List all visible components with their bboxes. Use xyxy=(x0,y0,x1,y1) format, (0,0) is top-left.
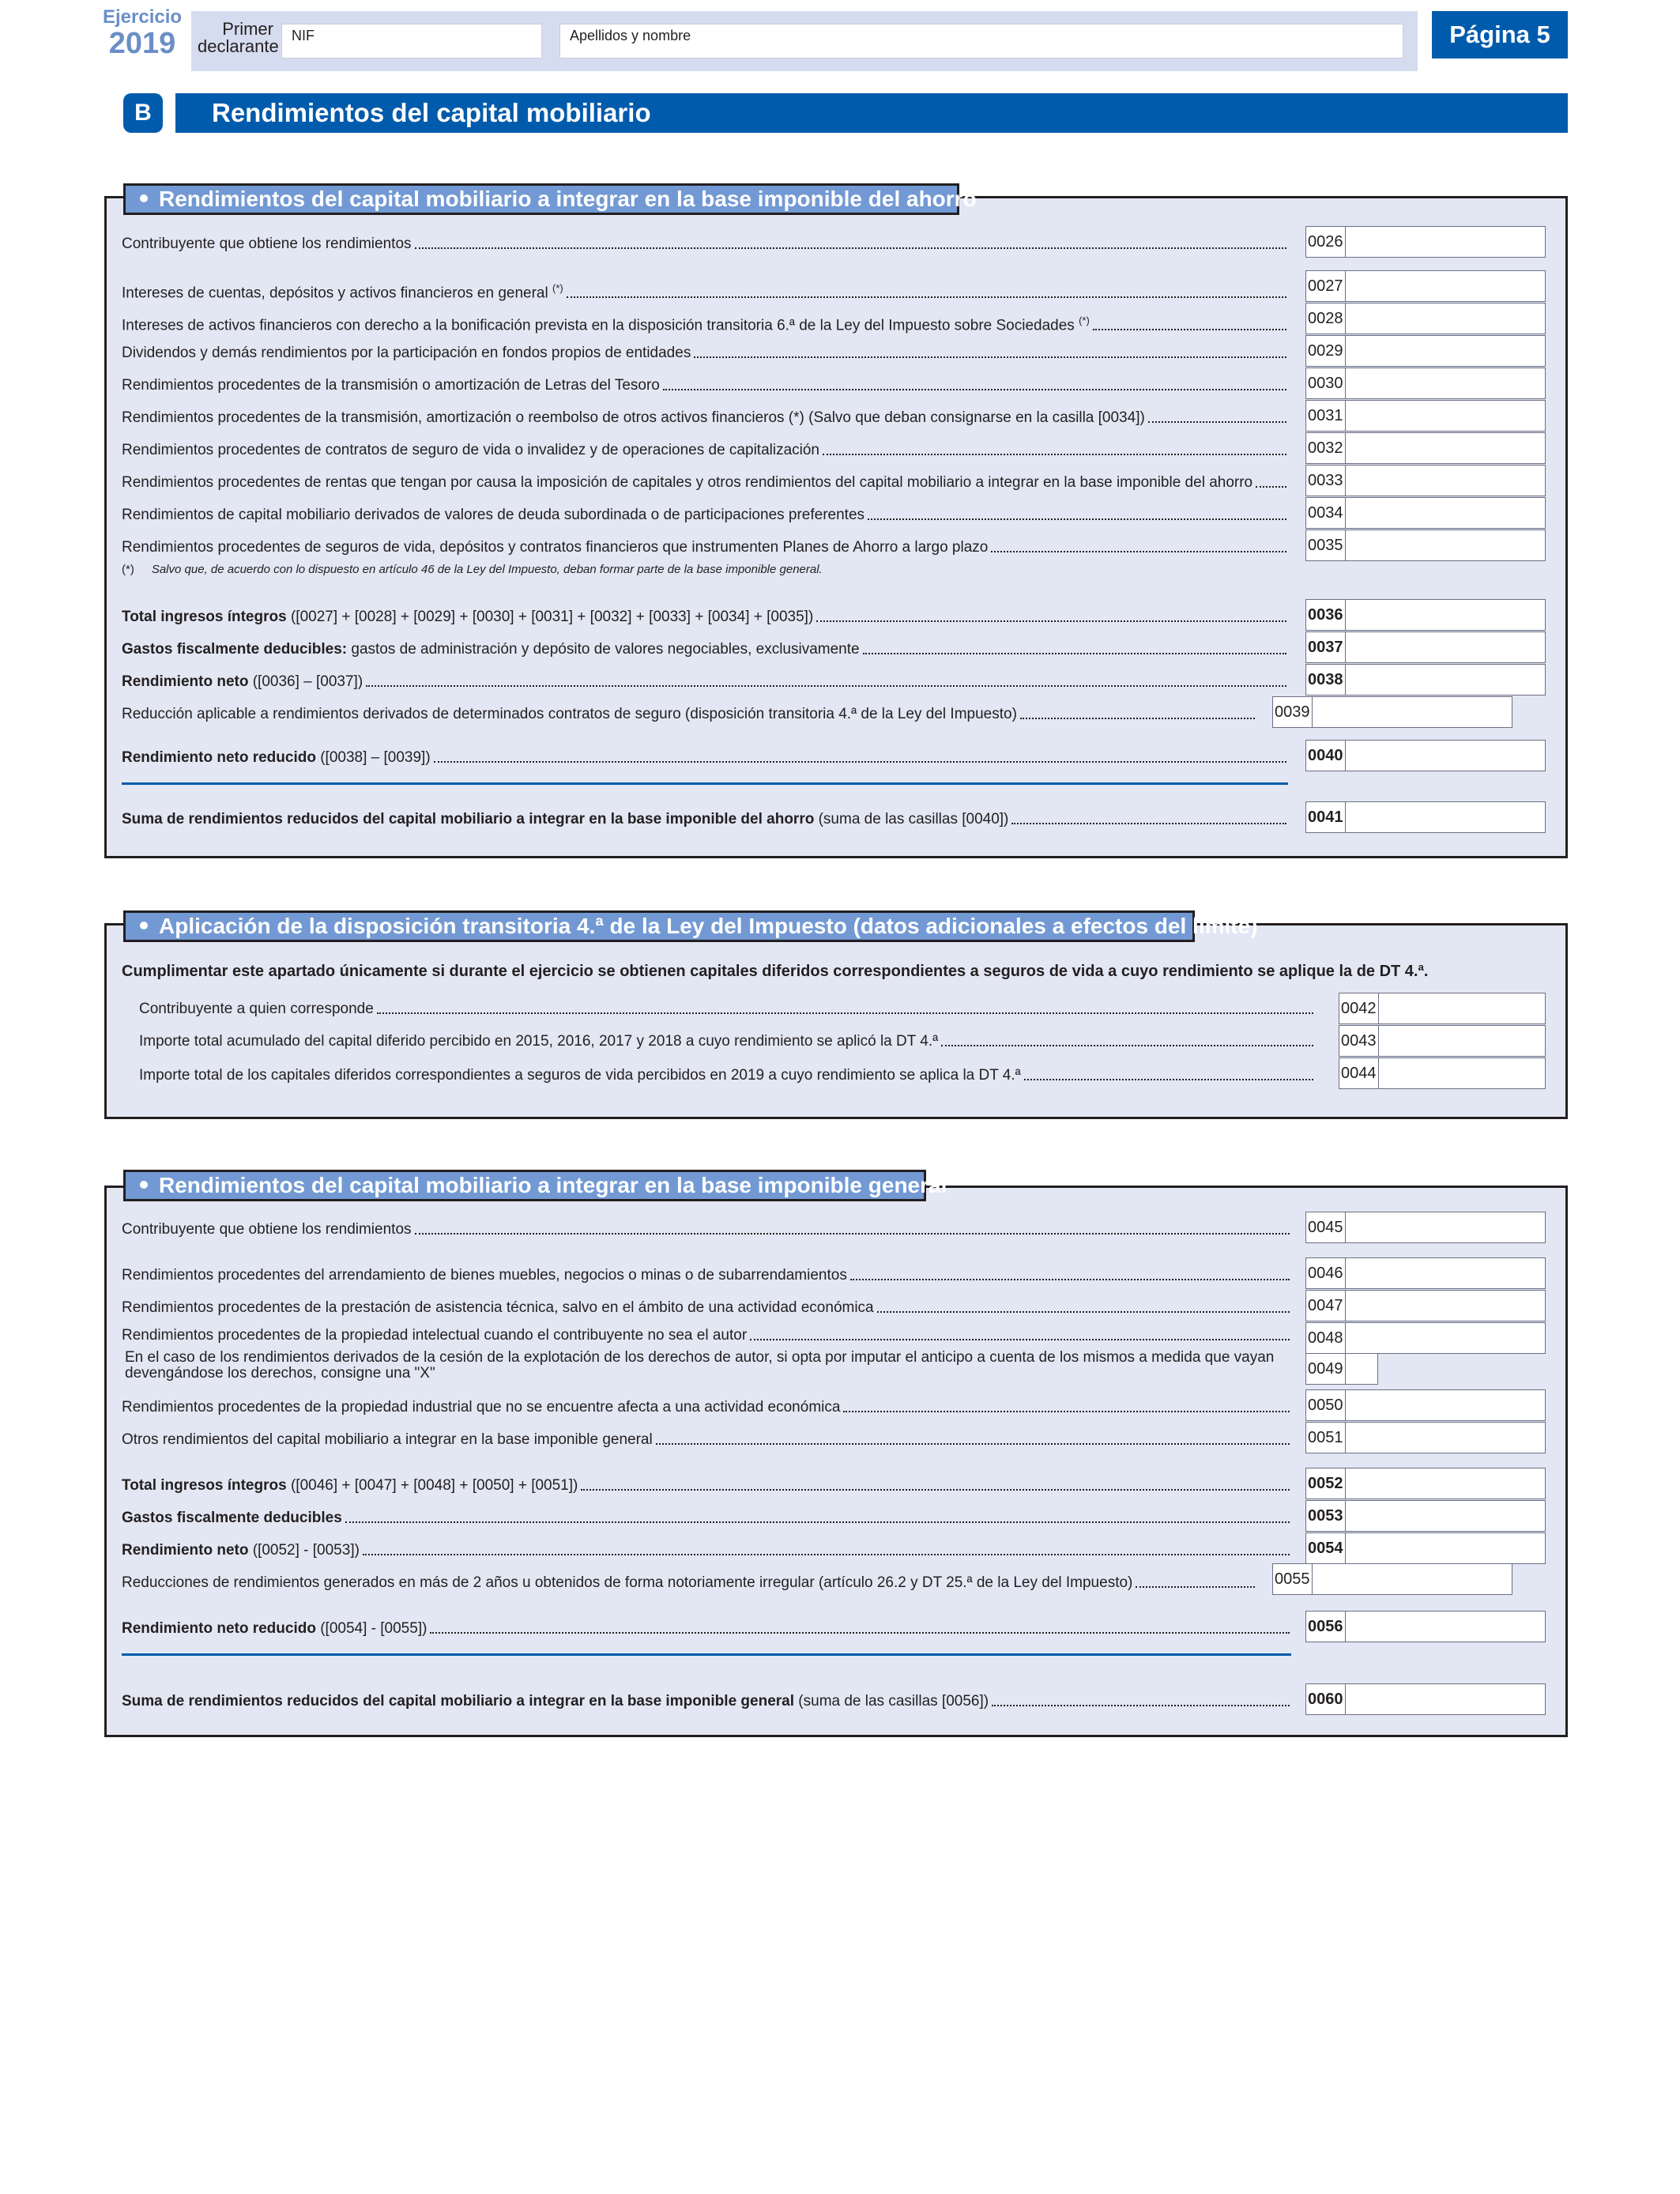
box-0033[interactable] xyxy=(1305,465,1546,496)
box-value[interactable] xyxy=(1346,271,1546,301)
row-label: En el caso de los rendimientos derivados de la cesión de la explotación de los derechos de autor, si opta por imputar el anticipo a cuenta de los mismos a medida que vayan devengándose los derechos, consigne una "X" xyxy=(125,1350,1275,1382)
row-label: Rendimientos procedentes de la propiedad industrial que no se encuentre afecta a una actividad económica xyxy=(122,1399,841,1416)
box-0053[interactable] xyxy=(1305,1500,1546,1532)
box-0032[interactable] xyxy=(1305,432,1546,464)
box-0035[interactable] xyxy=(1305,530,1546,561)
box-0056[interactable] xyxy=(1305,1611,1546,1642)
row-label: Reducciones de rendimientos generados en más de 2 años u obtenidos de forma notoriamente irregular (artículo 26.2 y DT 25.ª de la Ley del Impuesto) xyxy=(122,1574,1133,1591)
box-value[interactable] xyxy=(1346,303,1546,334)
row-0052 xyxy=(122,1477,1291,1495)
row-label: Intereses de activos financieros con derecho a la bonificación prevista en la disposición transitoria 6.ª de la Ley del Impuesto sobre Sociedades (*) xyxy=(122,315,1090,334)
row-0046 xyxy=(122,1267,1291,1284)
box-value[interactable] xyxy=(1346,665,1546,695)
row-label: Rendimientos procedentes de la propiedad intelectual cuando el contribuyente no sea el autor xyxy=(122,1327,748,1344)
box-value[interactable] xyxy=(1379,1026,1546,1056)
box-value[interactable] xyxy=(1346,1501,1546,1531)
row-0034 xyxy=(122,507,1288,524)
nif-label: NIF xyxy=(292,28,315,43)
panel-dt4-instruction: Cumplimentar este apartado únicamente si durante el ejercicio se obtienen capitales diferidos correspondientes a seguros de vida a cuyo rendimiento se aplique la de DT 4.ª. xyxy=(122,963,1429,980)
row-0051 xyxy=(122,1431,1291,1449)
section-badge: B xyxy=(123,93,163,133)
box-code: 0048 xyxy=(1306,1323,1346,1353)
row-label: Rendimientos procedentes de la prestación de asistencia técnica, salvo en el ámbito de una actividad económica xyxy=(122,1299,874,1316)
box-value[interactable] xyxy=(1346,227,1546,257)
panel-general-title-text: Rendimientos del capital mobiliario a integrar en la base imponible general xyxy=(159,1173,947,1197)
box-value[interactable] xyxy=(1346,632,1546,662)
box-0029[interactable] xyxy=(1305,335,1546,367)
box-value[interactable] xyxy=(1346,530,1546,560)
row-label: Contribuyente a quien corresponde xyxy=(139,1001,374,1017)
box-value[interactable] xyxy=(1313,697,1512,727)
row-label: Rendimientos de capital mobiliario derivados de valores de deuda subordinada o de participaciones preferentes xyxy=(122,507,865,523)
row-label: Rendimiento neto reducido ([0054] - [0055]) xyxy=(122,1620,428,1637)
box-0049[interactable] xyxy=(1305,1353,1378,1385)
box-value[interactable] xyxy=(1346,1684,1546,1714)
row-label: Suma de rendimientos reducidos del capital mobiliario a integrar en la base imponible general (suma de las casillas [0056]) xyxy=(122,1693,989,1710)
divider xyxy=(122,782,1288,785)
box-0055[interactable] xyxy=(1272,1563,1512,1595)
box-code: 0043 xyxy=(1339,1026,1379,1056)
box-value[interactable] xyxy=(1346,1258,1546,1288)
box-0040[interactable] xyxy=(1305,740,1546,771)
row-label: Otros rendimientos del capital mobiliario a integrar en la base imponible general xyxy=(122,1431,653,1448)
box-0026[interactable] xyxy=(1305,226,1546,258)
box-code: 0054 xyxy=(1306,1533,1346,1563)
row-0055 xyxy=(122,1574,1256,1592)
box-value[interactable] xyxy=(1346,1468,1546,1498)
row-label: Rendimientos procedentes de la transmisión o amortización de Letras del Tesoro xyxy=(122,377,660,394)
divider xyxy=(122,1653,1291,1656)
box-code: 0039 xyxy=(1273,697,1313,727)
box-code: 0056 xyxy=(1306,1612,1346,1642)
row-0038 xyxy=(122,673,1288,691)
box-code: 0040 xyxy=(1306,741,1346,771)
box-value[interactable] xyxy=(1346,401,1546,431)
row-label: Rendimientos procedentes de la transmisión, amortización o reembolso de otros activos financieros (*) (Salvo que deban consignarse en la casilla [0034]) xyxy=(122,409,1145,426)
row-0028 xyxy=(122,312,1288,334)
box-0042[interactable] xyxy=(1339,993,1546,1024)
box-code: 0044 xyxy=(1339,1058,1379,1088)
row-0041 xyxy=(122,811,1288,828)
row-0032 xyxy=(122,442,1288,459)
box-0052[interactable] xyxy=(1305,1468,1546,1499)
box-code: 0050 xyxy=(1306,1390,1346,1420)
apellidos-label: Apellidos y nombre xyxy=(570,28,691,43)
box-code: 0029 xyxy=(1306,336,1346,366)
row-label: Rendimientos procedentes de contratos de seguro de vida o invalidez y de operaciones de capitalización xyxy=(122,442,819,458)
row-label: Contribuyente que obtiene los rendimientos xyxy=(122,1221,412,1238)
box-code: 0042 xyxy=(1339,993,1379,1023)
row-0030 xyxy=(122,377,1288,394)
box-0030[interactable] xyxy=(1305,368,1546,399)
box-code: 0038 xyxy=(1306,665,1346,695)
bullet-icon xyxy=(140,1181,148,1189)
box-value[interactable] xyxy=(1379,993,1546,1023)
row-0045 xyxy=(122,1221,1291,1238)
row-label: Importe total de los capitales diferidos correspondientes a seguros de vida percibidos en 2019 a cuyo rendimiento se aplica la DT 4.ª xyxy=(139,1067,1021,1084)
box-0031[interactable] xyxy=(1305,400,1546,432)
box-0038[interactable] xyxy=(1305,664,1546,696)
row-label: Rendimientos procedentes de seguros de vida, depósitos y contratos financieros que instrumenten Planes de Ahorro a largo plazo xyxy=(122,539,989,556)
box-code: 0060 xyxy=(1306,1684,1346,1714)
row-0040 xyxy=(122,749,1288,767)
footnote: (*) Salvo que, de acuerdo con lo dispuesto en artículo 46 de la Ley del Impuesto, deban formar parte de la base imponible general. xyxy=(122,563,823,576)
box-0039[interactable] xyxy=(1272,696,1512,728)
box-code: 0051 xyxy=(1306,1423,1346,1453)
box-code: 0045 xyxy=(1306,1212,1346,1242)
box-value[interactable] xyxy=(1346,1323,1546,1353)
box-code: 0032 xyxy=(1306,433,1346,463)
box-code: 0028 xyxy=(1306,303,1346,334)
box-code: 0041 xyxy=(1306,802,1346,832)
box-code: 0055 xyxy=(1273,1564,1313,1594)
box-code: 0027 xyxy=(1306,271,1346,301)
row-label: Rendimiento neto reducido ([0038] – [0039]) xyxy=(122,749,431,766)
bullet-icon xyxy=(140,194,148,202)
box-0048[interactable] xyxy=(1305,1322,1546,1354)
box-value[interactable] xyxy=(1379,1058,1546,1088)
box-code: 0047 xyxy=(1306,1291,1346,1321)
ejercicio-year: 2019 xyxy=(108,27,176,60)
row-0053 xyxy=(122,1510,1291,1527)
row-label: Rendimientos procedentes del arrendamiento de bienes muebles, negocios o minas o de subarrendamientos xyxy=(122,1267,847,1284)
box-value[interactable] xyxy=(1313,1564,1512,1594)
ejercicio-label: Ejercicio xyxy=(103,6,183,28)
box-0060[interactable] xyxy=(1305,1683,1546,1715)
panel-ahorro-title xyxy=(123,183,977,215)
box-0045[interactable] xyxy=(1305,1212,1546,1243)
box-0044[interactable] xyxy=(1339,1057,1546,1089)
box-value[interactable] xyxy=(1346,802,1546,832)
box-0047[interactable] xyxy=(1305,1290,1546,1321)
box-value[interactable] xyxy=(1346,600,1546,630)
box-0046[interactable] xyxy=(1305,1257,1546,1289)
row-0048 xyxy=(122,1327,1291,1344)
row-label: Dividendos y demás rendimientos por la participación en fondos propios de entidades xyxy=(122,345,691,361)
box-code: 0036 xyxy=(1306,600,1346,630)
row-label: Intereses de cuentas, depósitos y activos financieros en general (*) xyxy=(122,282,563,302)
box-value[interactable] xyxy=(1346,336,1546,366)
box-0037[interactable] xyxy=(1305,631,1546,663)
row-label: Rendimiento neto ([0036] – [0037]) xyxy=(122,673,363,690)
row-0031 xyxy=(122,409,1288,427)
primer-declarante-label: Primer declarante xyxy=(198,19,279,56)
box-value[interactable] xyxy=(1346,1423,1546,1453)
box-0027[interactable] xyxy=(1305,270,1546,302)
row-0033 xyxy=(122,474,1288,492)
box-code: 0037 xyxy=(1306,632,1346,662)
box-value[interactable] xyxy=(1346,498,1546,528)
row-label: Contribuyente que obtiene los rendimientos xyxy=(122,236,412,252)
box-code: 0046 xyxy=(1306,1258,1346,1288)
row-0042 xyxy=(139,1001,1315,1018)
panel-dt4-title xyxy=(123,910,1258,942)
row-label: Total ingresos íntegros ([0027] + [0028] + [0029] + [0030] + [0031] + [0032] + [0033] + [0034] + [0035]) xyxy=(122,609,814,625)
box-code: 0031 xyxy=(1306,401,1346,431)
box-0028[interactable] xyxy=(1305,303,1546,334)
box-value[interactable] xyxy=(1346,1354,1378,1384)
box-code: 0049 xyxy=(1306,1354,1346,1384)
box-code: 0034 xyxy=(1306,498,1346,528)
row-0044 xyxy=(139,1067,1315,1084)
panel-ahorro-title-text: Rendimientos del capital mobiliario a integrar en la base imponible del ahorro xyxy=(159,187,977,211)
row-label: Total ingresos íntegros ([0046] + [0047] + [0048] + [0050] + [0051]) xyxy=(122,1477,578,1494)
apellidos-field[interactable] xyxy=(559,24,1403,58)
box-value[interactable] xyxy=(1346,741,1546,771)
row-0026 xyxy=(122,236,1288,253)
box-code: 0053 xyxy=(1306,1501,1346,1531)
row-label: Gastos fiscalmente deducibles xyxy=(122,1510,342,1526)
box-0043[interactable] xyxy=(1339,1025,1546,1057)
row-0036 xyxy=(122,609,1288,626)
box-0050[interactable] xyxy=(1305,1389,1546,1421)
row-label: Rendimiento neto ([0052] - [0053]) xyxy=(122,1542,360,1559)
panel-general-title xyxy=(123,1170,947,1201)
row-0037 xyxy=(122,641,1288,658)
page-number: Página 5 xyxy=(1432,11,1568,58)
row-label: Suma de rendimientos reducidos del capital mobiliario a integrar en la base imponible del ahorro (suma de las casillas [0040]) xyxy=(122,811,1009,827)
box-0051[interactable] xyxy=(1305,1422,1546,1453)
row-label: Rendimientos procedentes de rentas que tengan por causa la imposición de capitales y otros rendimientos del capital mobiliario a integrar en la base imponible del ahorro xyxy=(122,474,1253,491)
row-0039 xyxy=(122,706,1256,723)
box-0036[interactable] xyxy=(1305,599,1546,631)
row-0047 xyxy=(122,1299,1291,1317)
row-0056 xyxy=(122,1620,1291,1638)
box-value[interactable] xyxy=(1346,433,1546,463)
section-title: Rendimientos del capital mobiliario xyxy=(175,93,1568,133)
box-value[interactable] xyxy=(1346,1291,1546,1321)
box-code: 0026 xyxy=(1306,227,1346,257)
row-label: Importe total acumulado del capital diferido percibido en 2015, 2016, 2017 y 2018 a cuyo rendimiento se aplicó la DT 4.ª xyxy=(139,1033,939,1050)
box-value[interactable] xyxy=(1346,466,1546,496)
row-0029 xyxy=(122,345,1288,362)
box-value[interactable] xyxy=(1346,368,1546,398)
row-0043 xyxy=(139,1033,1315,1050)
box-code: 0033 xyxy=(1306,466,1346,496)
row-label: Reducción aplicable a rendimientos derivados de determinados contratos de seguro (disposición transitoria 4.ª de la Ley del Impuesto) xyxy=(122,706,1017,722)
row-0035 xyxy=(122,539,1288,556)
box-0054[interactable] xyxy=(1305,1532,1546,1564)
box-value[interactable] xyxy=(1346,1212,1546,1242)
box-value[interactable] xyxy=(1346,1612,1546,1642)
box-code: 0052 xyxy=(1306,1468,1346,1498)
nif-field[interactable] xyxy=(281,24,542,58)
row-label: Gastos fiscalmente deducibles: gastos de administración y depósito de valores negociables, exclusivamente xyxy=(122,641,860,658)
row-0049 xyxy=(125,1350,1291,1382)
row-0054 xyxy=(122,1542,1291,1559)
box-value[interactable] xyxy=(1346,1390,1546,1420)
box-0034[interactable] xyxy=(1305,497,1546,529)
box-value[interactable] xyxy=(1346,1533,1546,1563)
row-0027 xyxy=(122,280,1288,302)
bullet-icon xyxy=(140,922,148,929)
panel-dt4-title-text: Aplicación de la disposición transitoria 4.ª de la Ley del Impuesto (datos adicionales a efectos del límite) xyxy=(159,914,1258,938)
row-0060 xyxy=(122,1693,1291,1710)
box-0041[interactable] xyxy=(1305,801,1546,833)
box-code: 0035 xyxy=(1306,530,1346,560)
row-0050 xyxy=(122,1399,1291,1416)
box-code: 0030 xyxy=(1306,368,1346,398)
